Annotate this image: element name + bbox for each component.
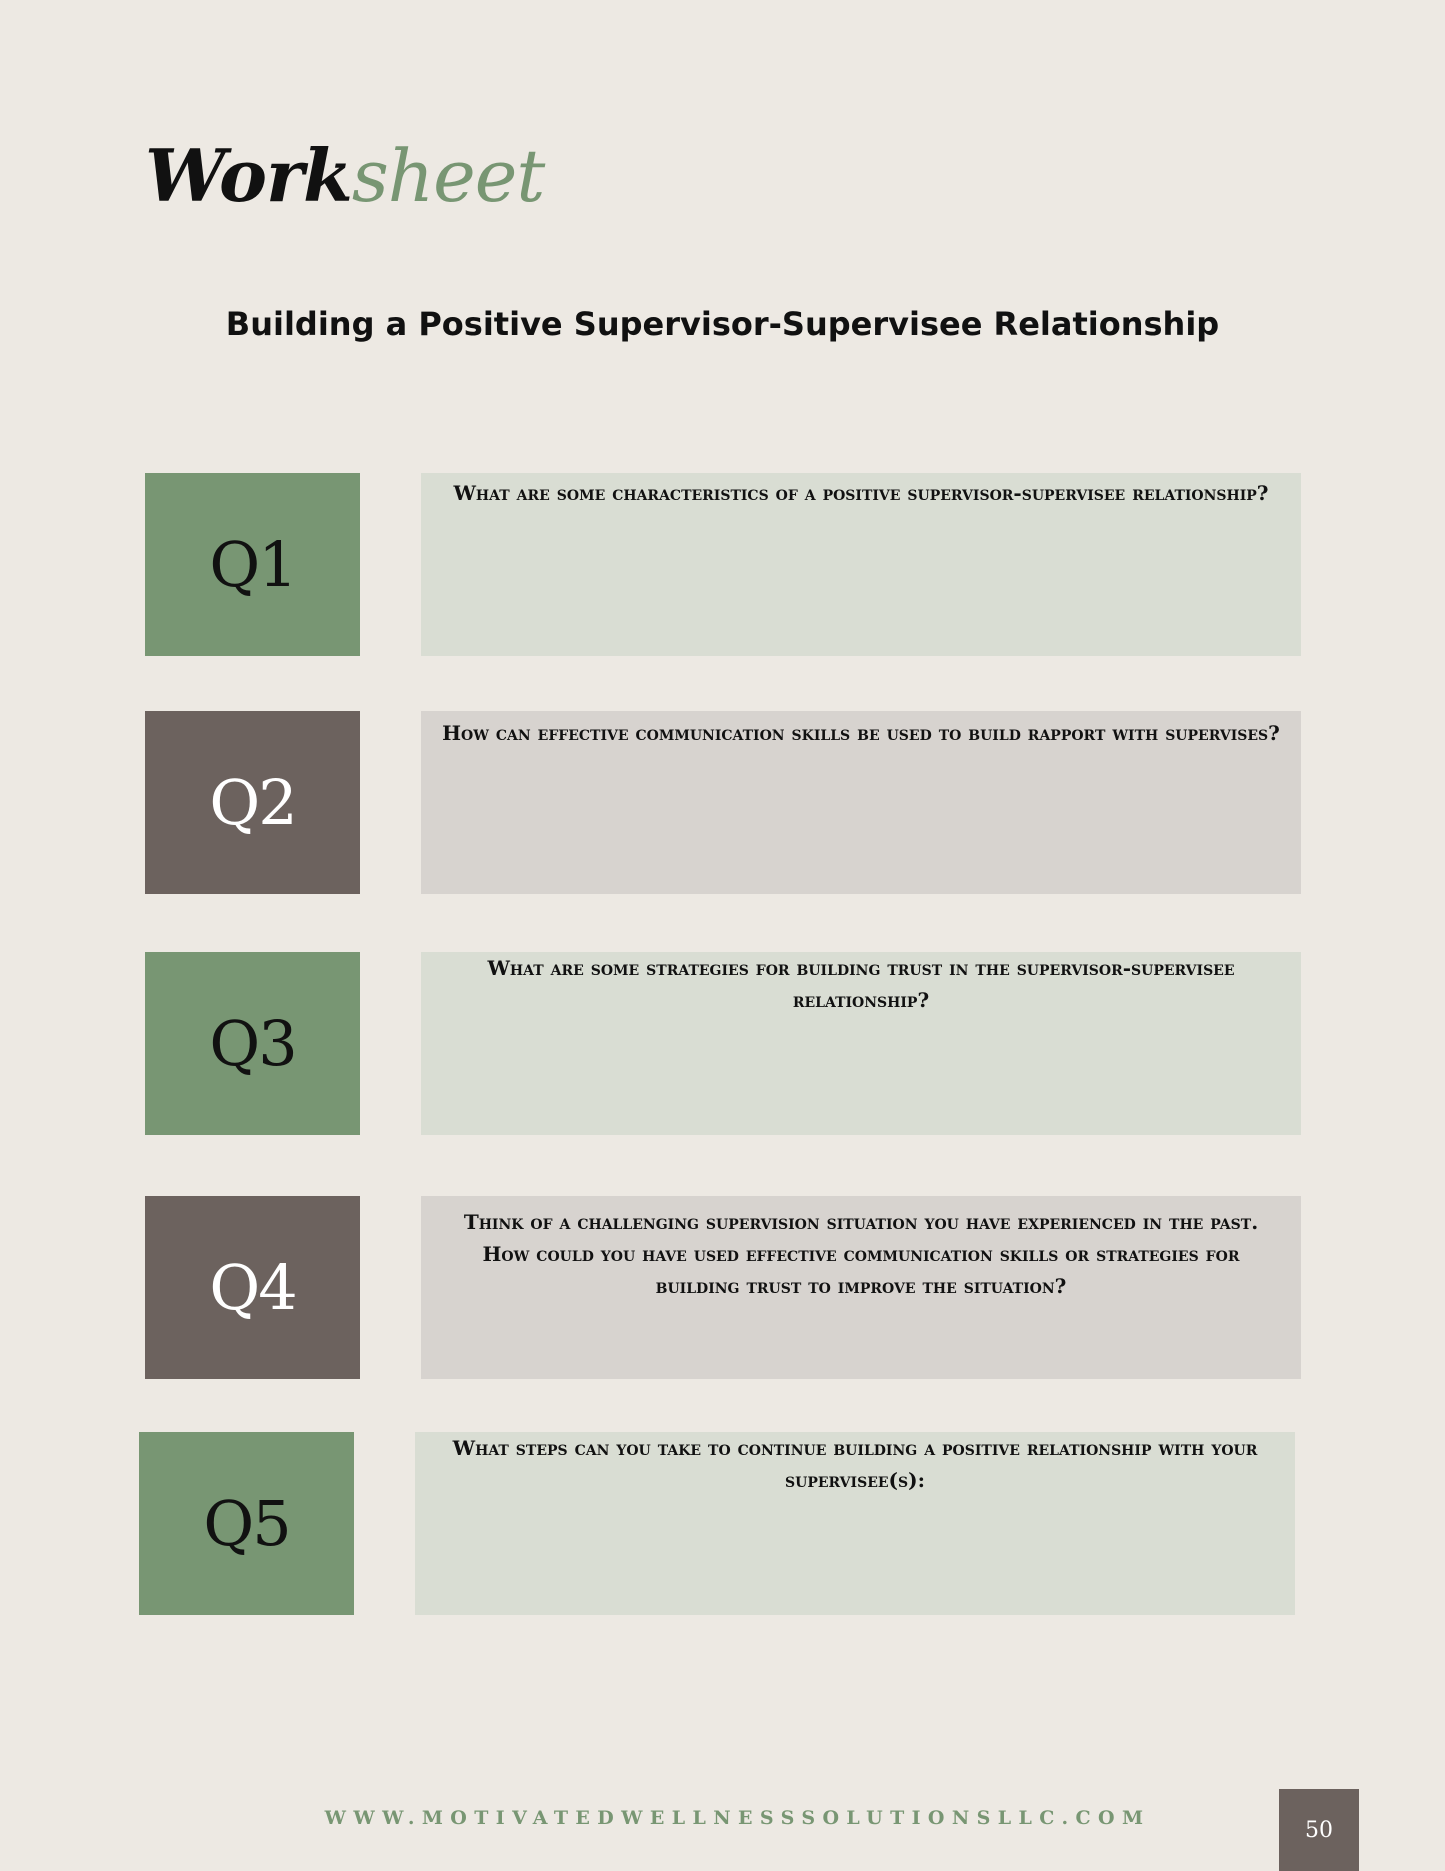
- answer-area[interactable]: [421, 711, 1301, 894]
- answer-area[interactable]: [421, 473, 1301, 656]
- title-part-work: Work: [145, 133, 352, 218]
- question-label-box: [145, 952, 360, 1135]
- answer-area[interactable]: [421, 1196, 1301, 1379]
- question-label-box: [145, 711, 360, 894]
- question-label: Q5: [203, 1487, 290, 1560]
- question-label-box: [139, 1432, 354, 1615]
- answer-area[interactable]: [415, 1432, 1295, 1615]
- website-link[interactable]: WWW.MOTIVATEDWELLNESSSOLUTIONSLLC.COM: [324, 1807, 1151, 1829]
- question-label: Q4: [209, 1251, 296, 1324]
- worksheet-subtitle: Building a Positive Supervisor-Supervisee Relationship: [225, 305, 1220, 343]
- page-number: 50: [1279, 1789, 1359, 1871]
- question-label-box: [145, 1196, 360, 1379]
- answer-area[interactable]: [421, 952, 1301, 1135]
- question-text: What steps can you take to continue building a positive relationship with your supervisee(s):: [452, 1436, 1258, 1492]
- question-label: Q2: [209, 766, 296, 839]
- question-label: Q3: [209, 1007, 296, 1080]
- question-text: What are some characteristics of a positive supervisor-supervisee relationship?: [453, 481, 1269, 505]
- title-part-sheet: sheet: [351, 134, 545, 218]
- worksheet-title: [145, 133, 545, 218]
- question-label: Q1: [209, 528, 296, 601]
- question-text: Think of a challenging supervision situation you have experienced in the past. How could you have used effective communication skills or strategies for building trust to improve the situation?: [463, 1210, 1259, 1298]
- question-text: How can effective communication skills be used to build rapport with supervises?: [442, 721, 1280, 745]
- question-label-box: [145, 473, 360, 656]
- question-text: What are some strategies for building trust in the supervisor-supervisee relationship?: [487, 956, 1235, 1012]
